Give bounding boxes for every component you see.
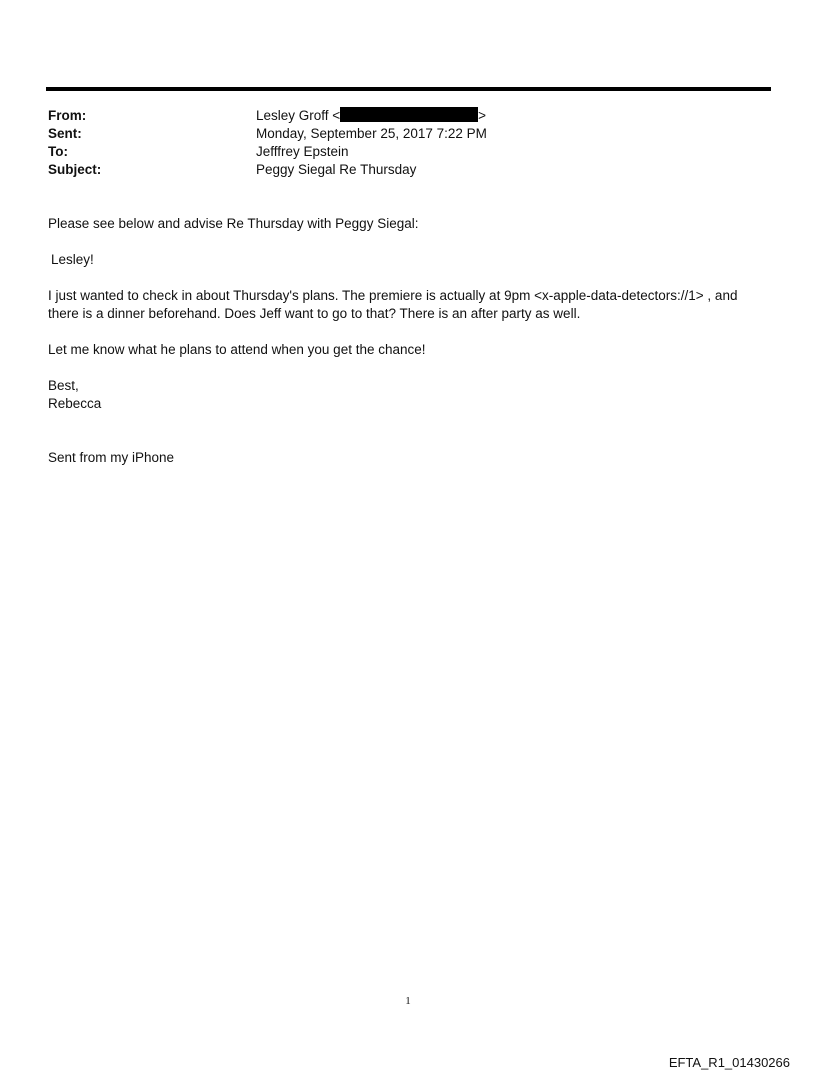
from-row (48, 107, 748, 125)
from-value (256, 107, 748, 125)
from-bracket-close: > (478, 108, 487, 123)
header-divider (46, 87, 771, 91)
sent-value: Monday, September 25, 2017 7:22 PM (256, 126, 487, 141)
body-paragraph-2: Let me know what he plans to attend when you get the chance! (48, 342, 426, 357)
signature-line: Rebecca (48, 396, 102, 411)
to-row (48, 143, 748, 161)
email-body (48, 215, 768, 485)
subject-label: Subject: (48, 162, 102, 177)
body-paragraph-1: I just wanted to check in about Thursday's plans. The premiere is actually at 9pm <x-apple-data-detectors://1> , and there is a dinner beforehand. Does Jeff want to go to that? There is an after party as well. (48, 288, 738, 321)
sent-from-note: Sent from my iPhone (48, 450, 175, 465)
to-value: Jefffrey Epstein (256, 144, 349, 159)
spacer (48, 431, 768, 449)
page-number: 1 (405, 995, 411, 1007)
from-label: From: (48, 108, 87, 123)
to-label: To: (48, 144, 68, 159)
intro-paragraph: Please see below and advise Re Thursday with Peggy Siegal: (48, 216, 419, 231)
subject-value: Peggy Siegal Re Thursday (256, 162, 417, 177)
redaction-block (340, 107, 478, 122)
email-header (48, 107, 748, 179)
greeting-line: Lesley! (51, 252, 94, 267)
from-name: Lesley Groff < (256, 108, 341, 123)
subject-row (48, 161, 748, 179)
bates-number: EFTA_R1_01430266 (668, 1055, 790, 1070)
signoff-line: Best, (48, 378, 79, 393)
sent-row (48, 125, 748, 143)
sent-label: Sent: (48, 126, 82, 141)
